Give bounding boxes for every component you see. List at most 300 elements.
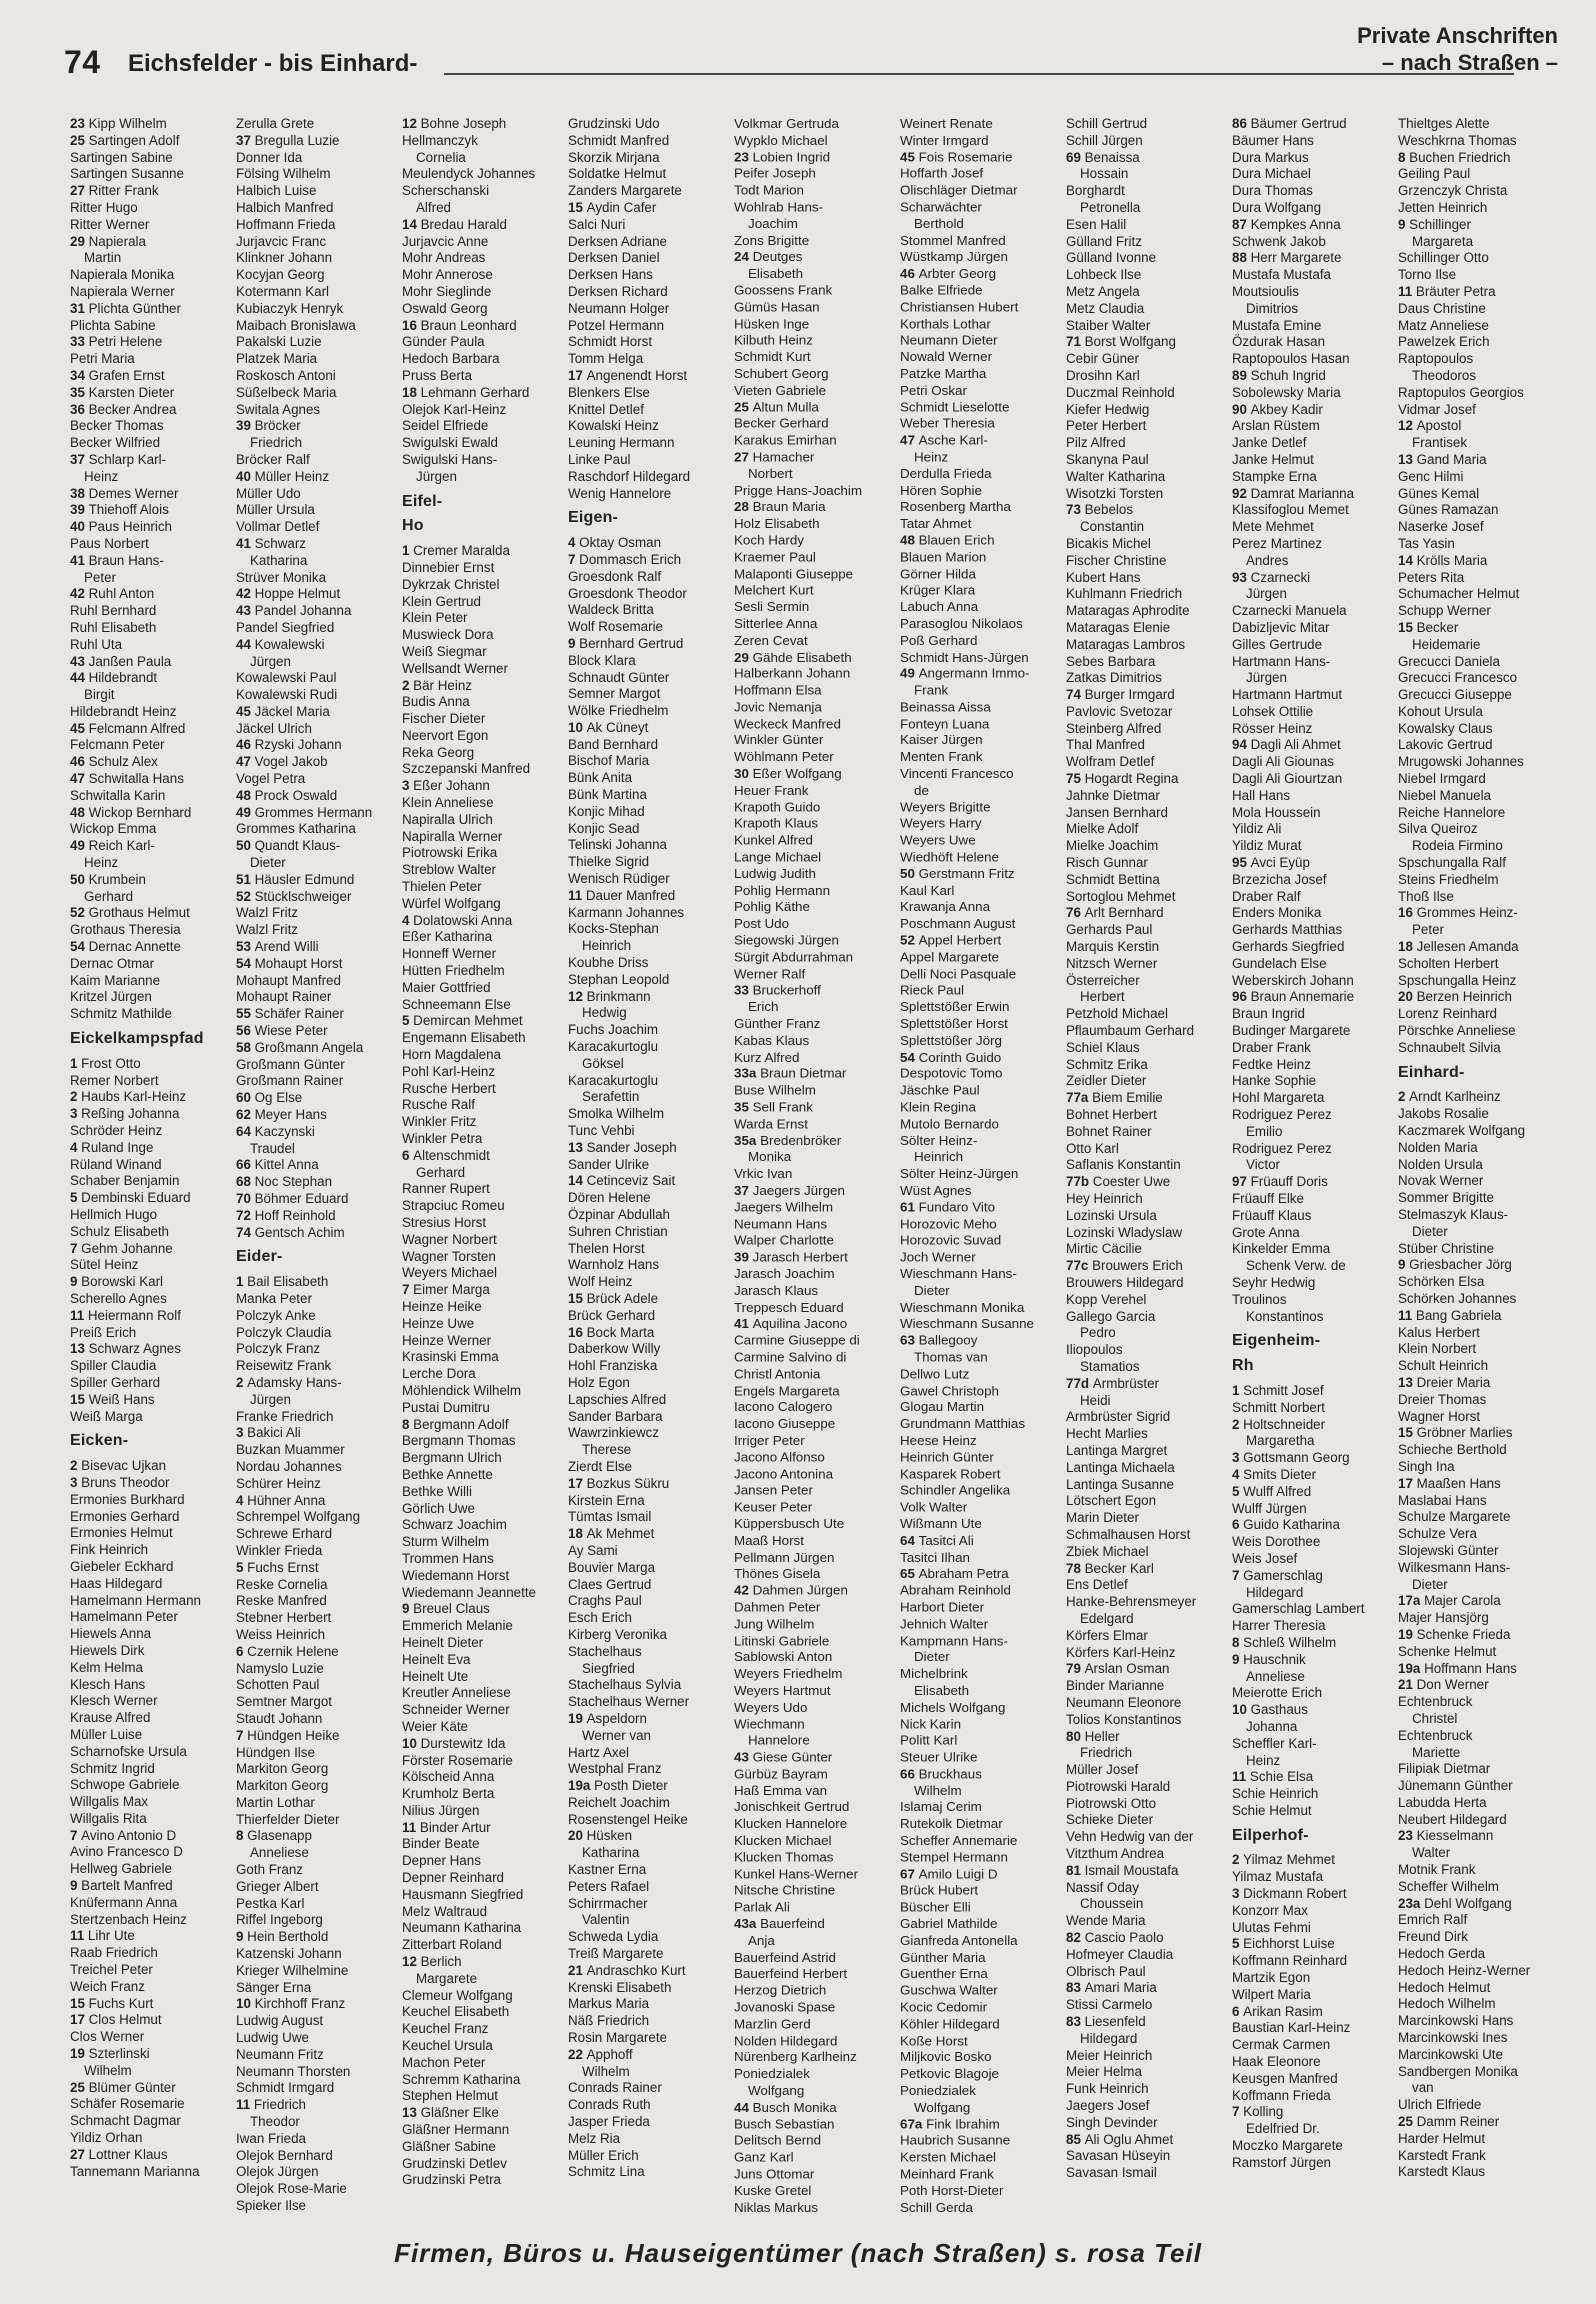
- resident-entry: Armbrüster Sigrid: [1066, 1409, 1171, 1425]
- resident-entry: [1398, 1828, 1560, 1845]
- resident-entry: [1398, 1627, 1560, 1644]
- resident-entry: Rusche Herbert: [402, 1080, 496, 1096]
- resident-entry: Klein Norbert: [1398, 1341, 1477, 1357]
- resident-name: Aspeldorn: [586, 1710, 647, 1726]
- resident-entry: Bethke Annette: [402, 1466, 493, 1482]
- entry-continuation: Margareta: [1412, 233, 1474, 249]
- entry-continuation: Walter: [1412, 1845, 1451, 1861]
- resident-entry: Hedoch Wilhelm: [1398, 1996, 1496, 2012]
- resident-entry: [70, 334, 232, 351]
- entry-continuation: Christel: [1412, 1710, 1458, 1726]
- resident-entry: Olbrisch Paul: [1066, 1963, 1146, 1979]
- resident-entry: [568, 720, 730, 737]
- resident-entry: [70, 519, 232, 536]
- resident-entry: Swigulski Hans-: [402, 451, 498, 467]
- resident-entry: Horozovic Suvad: [900, 1232, 1002, 1248]
- resident-entry: Schmidt Bettina: [1066, 871, 1160, 887]
- resident-entry: Braun Ingrid: [1232, 1006, 1305, 1022]
- house-number: 15: [1398, 1425, 1417, 1441]
- resident-entry: Hiewels Dirk: [70, 1642, 145, 1658]
- resident-name: Wulff Alfred: [1243, 1483, 1312, 1499]
- resident-name: Jellesen Amanda: [1416, 939, 1519, 955]
- resident-entry: Stertzenbach Heinz: [70, 1911, 187, 1927]
- house-number: 5: [70, 1190, 82, 1206]
- resident-entry: Zatkas Dimitrios: [1066, 670, 1162, 686]
- resident-entry: Scheffer Wilhelm: [1398, 1878, 1499, 1894]
- resident-entry: Schill Gertrud: [1066, 116, 1148, 131]
- resident-name: Quandt Klaus-: [254, 838, 341, 854]
- resident-entry: Streblow Walter: [402, 862, 497, 878]
- resident-entry: Bethke Willi: [402, 1483, 472, 1499]
- resident-entry: Jurjavcic Franc: [236, 233, 327, 249]
- resident-name: Schleß Wilhelm: [1243, 1634, 1337, 1650]
- resident-entry: [402, 385, 564, 402]
- resident-entry: Bauerfeind Astrid: [734, 1949, 836, 1965]
- resident-entry: [236, 1124, 398, 1141]
- resident-entry: Görlich Uwe: [402, 1500, 475, 1516]
- resident-entry: [900, 1333, 1062, 1350]
- resident-entry: Derksen Daniel: [568, 250, 660, 266]
- resident-entry: Würfel Wolfgang: [402, 895, 501, 911]
- house-number: 43: [734, 1749, 753, 1765]
- resident-entry: Depner Hans: [402, 1853, 481, 1869]
- resident-entry: Baustian Karl-Heinz: [1232, 2020, 1351, 2036]
- resident-entry: Waldeck Britta: [568, 602, 654, 618]
- resident-name: Guido Katharina: [1243, 1517, 1340, 1533]
- resident-entry: [568, 200, 730, 217]
- resident-entry: [1398, 284, 1560, 301]
- resident-entry: Kreutler Anneliese: [402, 1685, 511, 1701]
- resident-entry: Pavlovic Svetozar: [1066, 703, 1173, 719]
- resident-name: Dickmann Robert: [1243, 1886, 1347, 1902]
- resident-name: Dagli Ali Ahmet: [1250, 737, 1341, 753]
- resident-entry: Treiß Margarete: [568, 1946, 664, 1962]
- resident-entry: Keuchel Ursula: [402, 2038, 493, 2054]
- resident-entry: Marin Dieter: [1066, 1510, 1139, 1526]
- resident-entry: Singh Ina: [1398, 1458, 1455, 1474]
- house-number: 24: [734, 249, 753, 265]
- resident-entry: [402, 543, 564, 560]
- resident-entry: Dykrzak Christel: [402, 576, 500, 592]
- resident-entry: Halbich Luise: [236, 183, 317, 199]
- resident-entry: Hartmann Hartmut: [1232, 687, 1343, 703]
- resident-name: Posth Dieter: [594, 1778, 668, 1794]
- house-number: 77d: [1066, 1375, 1093, 1391]
- resident-entry: Wolf Heinz: [568, 1274, 633, 1290]
- resident-name: Jäckel Maria: [254, 703, 330, 719]
- resident-entry: Koffmann Reinhard: [1232, 1953, 1348, 1969]
- resident-entry: [1398, 150, 1560, 167]
- resident-entry: [70, 1308, 232, 1325]
- resident-entry: Piotrowski Erika: [402, 845, 498, 861]
- resident-entry: Derksen Richard: [568, 283, 668, 299]
- house-number: 65: [900, 1566, 919, 1582]
- house-number: 73: [1066, 502, 1085, 518]
- resident-entry: Mohaupt Manfred: [236, 972, 341, 988]
- resident-entry: Wiedemann Jeannette: [402, 1584, 536, 1600]
- resident-entry: Raptopoulos: [1398, 351, 1474, 367]
- resident-entry: Weyers Udo: [734, 1699, 808, 1715]
- resident-entry: [734, 1316, 896, 1333]
- entry-continuation: Heinz: [84, 855, 119, 871]
- resident-entry: Schult Heinrich: [1398, 1358, 1489, 1374]
- resident-entry: Grothaus Theresia: [70, 922, 181, 938]
- resident-entry: Sesli Sermin: [734, 599, 810, 615]
- house-number: 22: [568, 2046, 587, 2062]
- house-number: 7: [568, 551, 580, 567]
- resident-entry: Skorzik Mirjana: [568, 149, 660, 165]
- resident-entry: Krawanja Anna: [900, 899, 991, 915]
- resident-entry: [1398, 1593, 1560, 1610]
- resident-entry: Bohnet Herbert: [1066, 1107, 1157, 1123]
- resident-entry: Yilmaz Mustafa: [1232, 1869, 1324, 1885]
- resident-entry: Majer Hansjörg: [1398, 1610, 1489, 1626]
- resident-entry: Gümüs Hasan: [734, 299, 820, 315]
- resident-entry: Grecucci Francesco: [1398, 670, 1518, 686]
- resident-entry: Fedtke Heinz: [1232, 1056, 1311, 1072]
- resident-entry: Craghs Paul: [568, 1593, 642, 1609]
- resident-entry: Wiedemann Horst: [402, 1567, 510, 1583]
- resident-entry: Kaim Marianne: [70, 972, 161, 988]
- resident-entry: Willgalis Rita: [70, 1810, 147, 1826]
- house-number: 4: [236, 1492, 248, 1508]
- resident-entry: [236, 737, 398, 754]
- resident-entry: Mustafa Emine: [1232, 317, 1322, 333]
- resident-entry: Schmidt Hans-Jürgen: [900, 649, 1029, 665]
- house-number: 21: [1398, 1677, 1417, 1693]
- page-header: [0, 0, 1596, 100]
- house-number: 31: [70, 300, 89, 316]
- resident-entry: [236, 805, 398, 822]
- resident-name: Reich Karl-: [88, 838, 155, 854]
- resident-entry: Klucken Michael: [734, 1832, 832, 1848]
- resident-entry: Winkler Günter: [734, 732, 824, 748]
- resident-entry: Winkler Frieda: [236, 1542, 323, 1558]
- resident-entry: [402, 116, 564, 133]
- resident-name: Clos Helmut: [88, 2012, 162, 2028]
- resident-entry: Kowalewski Paul: [236, 670, 337, 686]
- house-number: 90: [1232, 401, 1251, 417]
- resident-entry: Mielke Joachim: [1066, 838, 1159, 854]
- resident-entry: Drosihn Karl: [1066, 367, 1140, 383]
- resident-entry: Lötschert Egon: [1066, 1493, 1157, 1509]
- house-number: 44: [70, 670, 89, 686]
- resident-entry: Walzl Fritz: [236, 905, 298, 921]
- resident-name: Blümer Günter: [88, 2079, 176, 2095]
- resident-name: Dolatowski Anna: [413, 912, 513, 928]
- resident-entry: [568, 1173, 730, 1190]
- entry-continuation: van: [1412, 2080, 1434, 2096]
- resident-entry: Krapoth Klaus: [734, 816, 819, 832]
- resident-entry: Hündgen Ilse: [236, 1744, 315, 1760]
- resident-name: Großmann Angela: [254, 1039, 364, 1055]
- resident-entry: Schumacher Helmut: [1398, 586, 1520, 602]
- resident-entry: Lantinga Margret: [1066, 1442, 1168, 1458]
- resident-entry: Müller Luise: [70, 1726, 143, 1742]
- resident-entry: Novak Werner: [1398, 1173, 1484, 1189]
- resident-entry: Meinhard Frank: [900, 2166, 994, 2182]
- resident-entry: [402, 913, 564, 930]
- resident-name: Krölls Maria: [1416, 552, 1488, 568]
- resident-entry: Weich Franz: [70, 1978, 145, 1994]
- resident-entry: Thierfelder Dieter: [236, 1811, 340, 1827]
- house-number: 7: [70, 1240, 82, 1256]
- resident-entry: [236, 1375, 398, 1392]
- house-number: 41: [70, 552, 89, 568]
- house-number: 74: [236, 1224, 255, 1240]
- resident-entry: [900, 433, 1062, 450]
- resident-entry: Draber Ralf: [1232, 888, 1301, 904]
- resident-entry: Hartz Axel: [568, 1744, 630, 1760]
- resident-entry: Schie Heinrich: [1232, 1786, 1319, 1802]
- resident-entry: Schrewe Erhard: [236, 1526, 333, 1542]
- resident-name: Bruckhaus: [918, 1766, 982, 1782]
- resident-entry: [1398, 905, 1560, 922]
- resident-entry: Brück Hubert: [900, 1883, 979, 1898]
- column-4: [568, 116, 730, 2181]
- resident-entry: Ruhl Uta: [70, 636, 123, 652]
- resident-entry: Napierala Werner: [70, 283, 175, 299]
- resident-entry: Petri Maria: [70, 351, 135, 367]
- resident-entry: Stüber Christine: [1398, 1240, 1495, 1256]
- house-number: 10: [568, 719, 587, 735]
- resident-entry: [402, 1601, 564, 1618]
- resident-entry: [70, 2080, 232, 2097]
- resident-entry: [236, 1191, 398, 1208]
- resident-name: Eimer Marga: [413, 1282, 490, 1298]
- resident-name: Bredenbröker: [760, 1132, 842, 1148]
- resident-entry: [1232, 486, 1394, 503]
- resident-entry: [1066, 1258, 1228, 1275]
- resident-name: Bartelt Manfred: [81, 1878, 173, 1894]
- resident-entry: [1398, 1661, 1560, 1678]
- resident-name: Grommes Heinz-: [1416, 905, 1518, 921]
- house-number: 16: [568, 1324, 587, 1340]
- house-number: 3: [70, 1474, 82, 1490]
- resident-entry: Oswald Georg: [402, 300, 488, 316]
- resident-entry: [568, 888, 730, 905]
- resident-entry: Scheffer Annemarie: [900, 1832, 1018, 1848]
- resident-entry: Kirberg Veronika: [568, 1626, 667, 1642]
- resident-entry: Ermonies Burkhard: [70, 1491, 185, 1507]
- resident-entry: [236, 1560, 398, 1577]
- resident-entry: Ganz Karl: [734, 2149, 794, 2165]
- resident-entry: Kalus Herbert: [1398, 1324, 1480, 1340]
- resident-entry: Grzenczyk Christa: [1398, 183, 1508, 199]
- resident-entry: Mirtic Cäcilie: [1066, 1241, 1142, 1257]
- resident-entry: Strapciuc Romeu: [402, 1198, 505, 1214]
- resident-entry: [568, 1476, 730, 1493]
- resident-entry: Markiton Georg: [236, 1778, 329, 1794]
- resident-entry: Grundmann Matthias: [900, 1416, 1026, 1432]
- resident-entry: Goth Franz: [236, 1862, 303, 1878]
- resident-entry: [70, 116, 232, 133]
- resident-entry: Karstedt Frank: [1398, 2147, 1486, 2163]
- resident-entry: Spieker Ilse: [236, 2198, 306, 2214]
- resident-entry: Raptopoulos Hasan: [1232, 351, 1350, 367]
- resident-entry: Splettstößer Horst: [900, 1016, 1008, 1032]
- entry-continuation: Wolfgang: [748, 2083, 805, 2098]
- resident-entry: Gerhards Paul: [1066, 922, 1153, 938]
- resident-entry: Zeren Cevat: [734, 632, 808, 648]
- resident-entry: Kraemer Paul: [734, 549, 816, 565]
- resident-entry: Neumann Hans: [734, 1216, 828, 1232]
- resident-entry: Krasinski Emma: [402, 1349, 499, 1365]
- resident-name: Mohaupt Horst: [254, 955, 343, 971]
- resident-entry: Dura Thomas: [1232, 183, 1313, 199]
- resident-entry: Zons Brigitte: [734, 232, 810, 248]
- entry-continuation: Peter: [1412, 922, 1445, 938]
- resident-name: Griesbacher Jörg: [1409, 1257, 1512, 1273]
- resident-name: Arslan Osman: [1084, 1661, 1170, 1677]
- resident-entry: Switala Agnes: [236, 401, 321, 417]
- resident-entry: Sommer Brigitte: [1398, 1190, 1494, 1206]
- house-number: 6: [236, 1643, 248, 1659]
- resident-entry: Dahmen Peter: [734, 1599, 821, 1615]
- resident-entry: Tasitci Ilhan: [900, 1549, 970, 1565]
- resident-entry: Schmacht Dagmar: [70, 2113, 181, 2129]
- resident-entry: [1066, 1863, 1228, 1880]
- house-number: 4: [1232, 1466, 1244, 1482]
- resident-entry: Hellmich Hugo: [70, 1207, 158, 1222]
- resident-entry: Grudzinski Detlev: [402, 2155, 507, 2171]
- resident-entry: Binder Beate: [402, 1836, 480, 1852]
- resident-entry: [568, 989, 730, 1006]
- house-number: 67: [900, 1866, 919, 1882]
- resident-entry: [1398, 1677, 1560, 1694]
- resident-entry: Reske Cornelia: [236, 1576, 328, 1592]
- resident-entry: Müller Udo: [236, 485, 301, 501]
- house-number: 52: [236, 888, 255, 904]
- resident-entry: Trommen Hans: [402, 1550, 494, 1566]
- resident-entry: Kampmann Hans-: [900, 1632, 1008, 1648]
- resident-entry: Schotten Paul: [236, 1677, 320, 1693]
- resident-entry: Napiralla Ulrich: [402, 811, 493, 827]
- entry-continuation: Dieter: [250, 855, 286, 871]
- resident-entry: Marcinkowski Ines: [1398, 2030, 1508, 2046]
- resident-name: Ruhl Anton: [88, 586, 155, 602]
- house-number: 50: [236, 838, 255, 854]
- resident-entry: Bohnet Rainer: [1066, 1123, 1152, 1139]
- resident-entry: Heinelt Eva: [402, 1651, 471, 1667]
- resident-entry: Schwarz Joachim: [402, 1517, 507, 1533]
- resident-entry: Marzlin Gerd: [734, 2016, 811, 2032]
- resident-entry: Band Bernhard: [568, 736, 659, 752]
- house-number: 27: [70, 2146, 89, 2162]
- resident-entry: Nolden Maria: [1398, 1139, 1478, 1155]
- resident-entry: Derksen Hans: [568, 267, 653, 283]
- house-number: 15: [70, 1391, 89, 1407]
- house-number: 67a: [900, 2116, 927, 2132]
- house-number: 94: [1232, 737, 1251, 753]
- resident-entry: [70, 402, 232, 419]
- house-number: 48: [236, 787, 255, 803]
- house-number: 85: [1066, 2131, 1085, 2147]
- resident-entry: Dreier Thomas: [1398, 1391, 1487, 1407]
- resident-entry: Sebes Barbara: [1066, 653, 1156, 669]
- resident-entry: Mataragas Lambros: [1066, 636, 1186, 652]
- resident-name: Bisevac Ujkan: [81, 1458, 167, 1474]
- resident-entry: Warnholz Hans: [568, 1257, 660, 1273]
- entry-continuation: Peter: [84, 569, 117, 585]
- entry-continuation: Herbert: [1080, 989, 1125, 1005]
- resident-name: Lottner Klaus: [88, 2146, 168, 2162]
- house-number: 12: [402, 1954, 421, 1970]
- resident-entry: Brzezicha Josef: [1232, 871, 1327, 887]
- resident-entry: Horozovic Meho: [900, 1216, 997, 1232]
- resident-entry: Polczyk Anke: [236, 1307, 316, 1323]
- house-number: 82: [1066, 1930, 1085, 1946]
- resident-entry: Schaber Benjamin: [70, 1173, 180, 1189]
- house-number: 23: [1398, 1828, 1417, 1844]
- resident-entry: Politt Karl: [900, 1732, 958, 1748]
- house-number: 12: [402, 116, 421, 131]
- entry-continuation: Dieter: [914, 1282, 950, 1298]
- resident-entry: Nordau Johannes: [236, 1458, 342, 1474]
- resident-name: Schenke Frieda: [1416, 1626, 1511, 1642]
- resident-entry: Peter Herbert: [1066, 418, 1147, 434]
- resident-entry: Melz Waltraud: [402, 1903, 488, 1919]
- resident-entry: Krumholz Berta: [402, 1786, 495, 1802]
- resident-entry: Raschdorf Hildegard: [568, 468, 691, 484]
- resident-name: Fuchs Kurt: [88, 1995, 154, 2011]
- entry-continuation: Wilhelm: [582, 2063, 630, 2079]
- resident-name: Corinth Guido: [918, 1049, 1002, 1065]
- resident-entry: Schillinger Otto: [1398, 250, 1489, 266]
- resident-name: Heller: [1084, 1728, 1120, 1744]
- resident-entry: Engels Margareta: [734, 1382, 840, 1398]
- resident-entry: Lerche Dora: [402, 1366, 476, 1382]
- house-number: 64: [236, 1123, 255, 1139]
- house-number: 39: [70, 502, 89, 518]
- street-heading: Eigen-: [568, 509, 619, 527]
- resident-entry: Wulff Jürgen: [1232, 1500, 1307, 1516]
- resident-entry: Reske Manfred: [236, 1593, 327, 1609]
- resident-entry: Meier Helma: [1066, 2064, 1142, 2080]
- resident-name: Gröbner Marlies: [1416, 1425, 1513, 1441]
- resident-entry: [236, 788, 398, 805]
- resident-entry: [236, 1644, 398, 1661]
- entry-continuation: Hannelore: [748, 1732, 810, 1748]
- resident-entry: Westphal Franz: [568, 1761, 662, 1777]
- resident-entry: Weis Josef: [1232, 1550, 1298, 1566]
- resident-entry: Schwenk Jakob: [1232, 233, 1326, 249]
- house-number: 29: [734, 649, 753, 665]
- house-number: 49: [236, 804, 255, 820]
- resident-entry: Dagli Ali Giourtzan: [1232, 771, 1343, 787]
- resident-entry: [568, 636, 730, 653]
- resident-entry: Skanyna Paul: [1066, 451, 1149, 467]
- resident-entry: Wagner Norbert: [402, 1231, 497, 1247]
- resident-name: Hündgen Heike: [247, 1727, 340, 1743]
- resident-entry: Thieltges Alette: [1398, 116, 1490, 131]
- entry-continuation: Wilhelm: [84, 2062, 132, 2078]
- resident-entry: [1398, 1375, 1560, 1392]
- resident-name: Rzyski Johann: [254, 737, 342, 753]
- entry-continuation: Elisabeth: [748, 266, 804, 281]
- resident-entry: Heuer Frank: [734, 782, 809, 798]
- house-number: 77b: [1066, 1174, 1093, 1190]
- resident-entry: Kuske Gretel: [734, 2183, 812, 2198]
- resident-entry: Splettstößer Erwin: [900, 999, 1010, 1015]
- resident-entry: Motnik Frank: [1398, 1862, 1476, 1878]
- resident-entry: [236, 536, 398, 553]
- resident-name: Holtschneider: [1243, 1416, 1326, 1432]
- house-number: 88: [1232, 250, 1251, 266]
- resident-entry: Torno Ilse: [1398, 267, 1457, 283]
- resident-entry: [236, 754, 398, 771]
- resident-entry: Raab Friedrich: [70, 1945, 158, 1961]
